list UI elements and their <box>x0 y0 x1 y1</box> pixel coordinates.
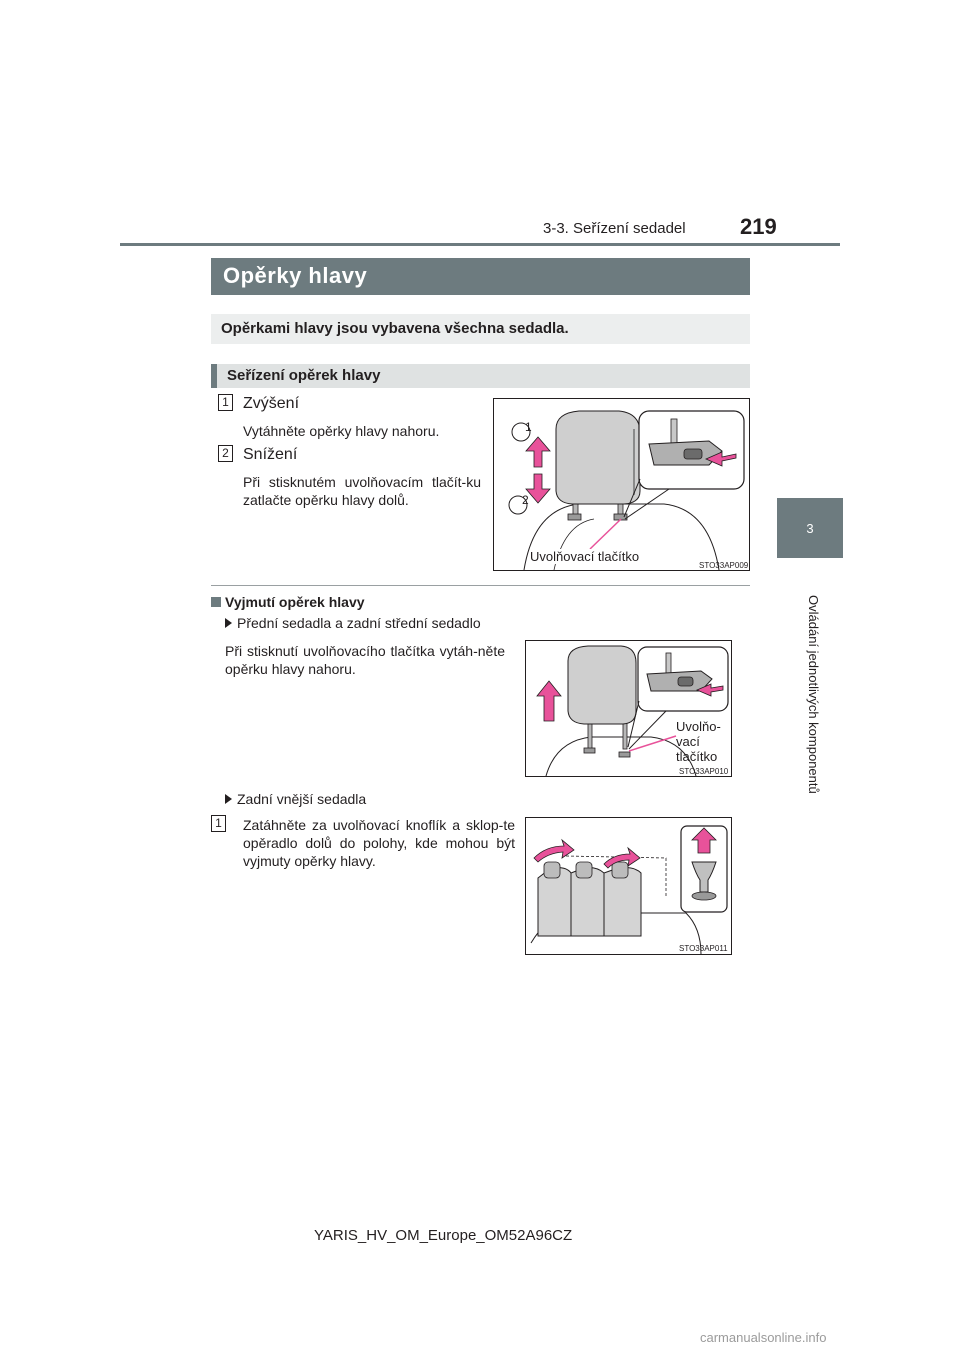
subheading-text: Seřízení opěrek hlavy <box>227 367 381 384</box>
figure-code: STO33AP009 <box>699 561 749 570</box>
rear-step-number: 1 <box>211 815 226 832</box>
square-bullet-icon <box>211 597 221 607</box>
triangle-bullet-icon <box>225 618 232 628</box>
chapter-title: Ovládání jednotlivých komponentů <box>806 595 821 794</box>
figure-headrest-remove <box>525 640 732 777</box>
item-text-lower: Při stisknutém uvolňovacím tlačít-ku zatlačte opěrku hlavy dolů. <box>243 474 481 508</box>
item-title-lower: Snížení <box>243 446 298 463</box>
item-title-raise: Zvýšení <box>243 395 300 412</box>
item-number-1: 1 <box>218 394 233 411</box>
header-rule <box>120 243 840 246</box>
front-seats-item <box>225 615 481 631</box>
callout-2: 2 <box>522 493 529 507</box>
headrest-adjust-illustration <box>494 399 749 570</box>
rear-seats-text: Zatáhněte za uvolňovací knoflík a sklop-te opěradlo dolů do polohy, kde mohou být vyjmuty opěrky hlavy. <box>243 817 515 869</box>
callout-1: 1 <box>525 420 532 434</box>
label-line-2: vací <box>676 734 700 749</box>
title-bar <box>211 258 750 295</box>
release-button-label-2 <box>676 719 721 764</box>
removal-heading-text: Vyjmutí opěrek hlavy <box>225 594 365 610</box>
rear-seats-item <box>225 791 366 807</box>
rear-seats-illustration <box>526 818 731 954</box>
front-seats-text: Při stisknutí uvolňovacího tlačítka vytáh-něte opěrku hlavy nahoru. <box>225 643 505 677</box>
rear-seats-title: Zadní vnější sedadla <box>237 791 367 807</box>
section-title: 3-3. Seřízení sedadel <box>543 220 686 237</box>
front-seats-title: Přední sedadla a zadní střední sedadlo <box>237 615 481 631</box>
label-line-1: Uvolňo- <box>676 719 721 734</box>
figure-rear-seats <box>525 817 732 955</box>
intro-box <box>211 314 750 344</box>
release-button-label: Uvolňovací tlačítko <box>530 549 640 564</box>
chapter-number: 3 <box>806 520 814 536</box>
item-number-2: 2 <box>218 445 233 462</box>
chapter-tab <box>777 498 843 558</box>
figure-headrest-adjust <box>493 398 750 571</box>
figure-code-2: STO33AP010 <box>679 767 729 776</box>
intro-text: Opěrkami hlavy jsou vybavena všechna sedadla. <box>221 320 569 337</box>
removal-heading <box>211 594 365 610</box>
subheading-bar <box>211 364 750 388</box>
page-number: 219 <box>740 214 777 239</box>
page-title: Opěrky hlavy <box>223 263 368 288</box>
figure-code-3: STO33AP011 <box>679 944 728 953</box>
label-line-3: tlačítko <box>676 749 718 764</box>
triangle-bullet-icon <box>225 794 232 804</box>
watermark: carmanualsonline.info <box>700 1330 827 1345</box>
section-divider <box>211 585 750 586</box>
item-text-raise: Vytáhněte opěrky hlavy nahoru. <box>243 423 440 439</box>
document-code: YARIS_HV_OM_Europe_OM52A96CZ <box>314 1227 573 1244</box>
